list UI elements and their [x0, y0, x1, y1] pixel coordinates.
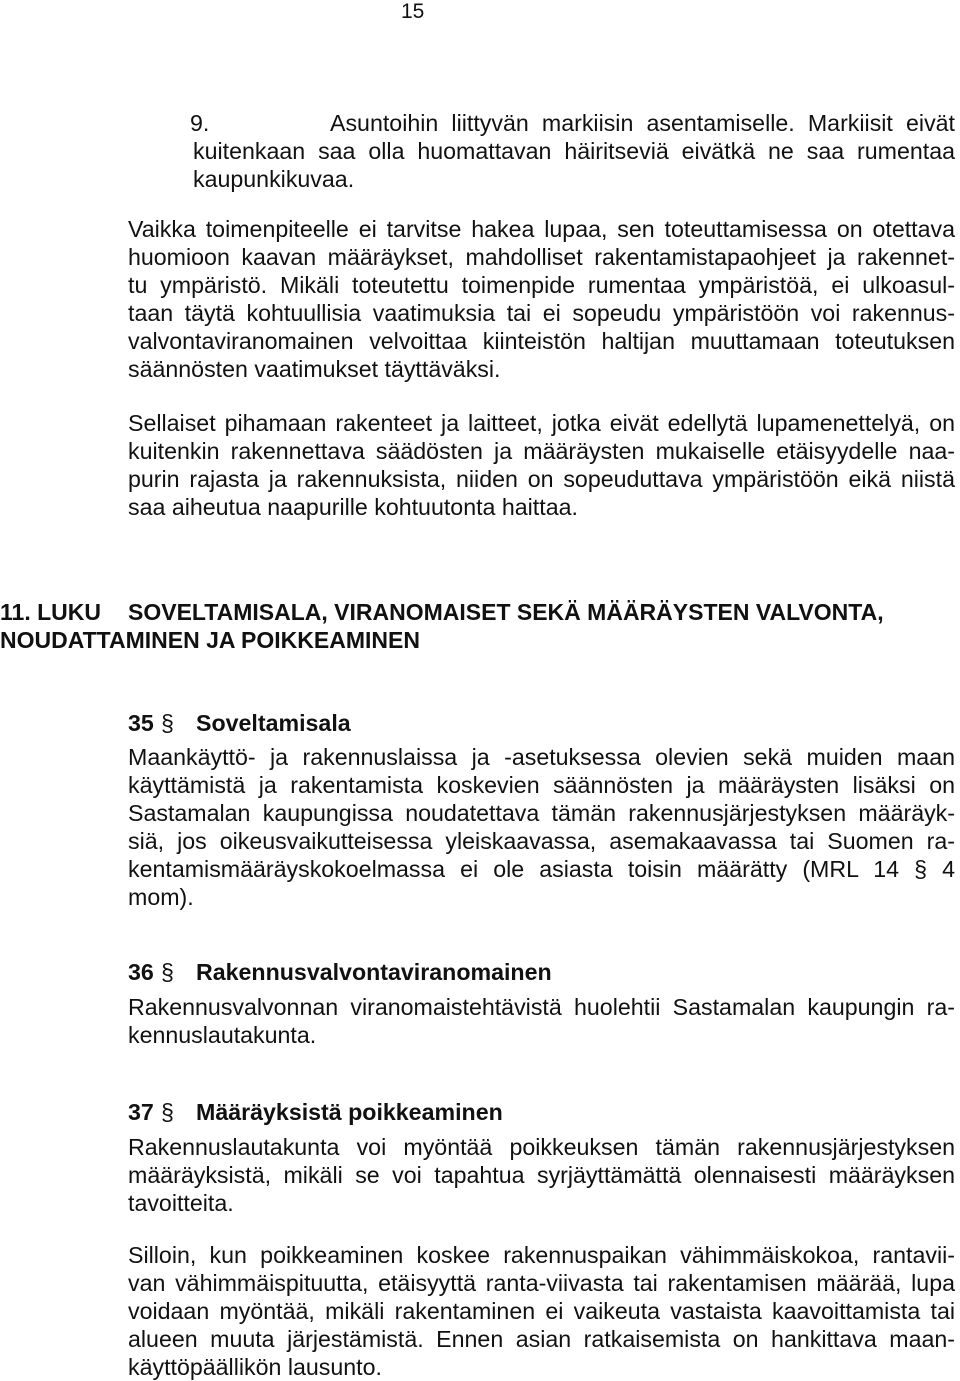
text-line: Sellaiset pihamaan rakenteet ja laitteet, jotka eivät edellytä lupamenettelyä, on [128, 410, 955, 436]
section-heading [128, 709, 351, 737]
chapter-number: 11. LUKU [0, 599, 101, 625]
chapter-title-line: SOVELTAMISALA, VIRANOMAISET SEKÄ MÄÄRÄYSTEN VALVONTA, [128, 599, 884, 625]
text-line: alueen muuta järjestämistä. Ennen asian ratkaisemista on hankittava maan- [128, 1326, 955, 1352]
text-line: taan täytä kohtuullisia vaatimuksia tai ei sopeudu ympäristöön voi rakennus- [128, 300, 955, 326]
text-line: Silloin, kun poikkeaminen koskee rakennuspaikan vähimmäiskokoa, rantavii- [128, 1242, 955, 1268]
page-number: 15 [401, 0, 425, 23]
text-line: kaupunkikuvaa. [193, 166, 355, 192]
section-symbol: § [161, 1099, 174, 1125]
section-number: 37 [128, 1099, 154, 1125]
text-line: huomioon kaavan määräykset, mahdolliset rakentamistapaohjeet ja rakennet- [128, 244, 955, 270]
section-title: Määräyksistä poikkeaminen [196, 1099, 503, 1125]
text-line: mom). [128, 884, 194, 910]
text-line: käyttöpäällikön lausunto. [128, 1354, 382, 1380]
paragraph [128, 409, 955, 521]
text-line: Rakennuslautakunta voi myöntää poikkeuksen tämän rakennusjärjestyksen [128, 1134, 955, 1160]
chapter-title-line: NOUDATTAMINEN JA POIKKEAMINEN [0, 627, 420, 653]
text-line: kuitenkaan saa olla huomattavan häiritseviä eivätkä ne saa rumentaa [193, 138, 955, 164]
paragraph [128, 1241, 955, 1381]
text-line: voidaan myöntää, mikäli rakentaminen ei vaikeuta vastaista kaavoittamista tai [128, 1298, 955, 1324]
text-line: Maankäyttö- ja rakennuslaissa ja -asetuksessa olevien sekä muiden maan [128, 744, 955, 770]
text-line: käyttämistä ja rakentamista koskevien säännösten ja määräysten lisäksi on [128, 772, 955, 798]
text-line: valvontaviranomainen velvoittaa kiinteistön haltijan muuttamaan toteutuksen [128, 328, 955, 354]
paragraph [128, 743, 955, 911]
text-line: Sastamalan kaupungissa noudatettava tämän rakennusjärjestyksen määräyk- [128, 800, 955, 826]
text-line: kentamismääräyskokoelmassa ei ole asiasta toisin määrätty (MRL 14 § 4 [128, 856, 955, 882]
section-heading [128, 1098, 503, 1126]
text-line: säännösten vaatimukset täyttäväksi. [128, 356, 501, 382]
section-title: Soveltamisala [196, 710, 351, 736]
text-line: purin rajasta ja rakennuksista, niiden on sopeuduttava ympäristöön eikä niistä [128, 466, 955, 492]
text-line: tavoitteita. [128, 1190, 234, 1216]
text-line: van vähimmäispituutta, etäisyyttä ranta-viivasta tai rakentamisen määrää, lupa [128, 1270, 955, 1296]
paragraph [128, 1133, 955, 1217]
section-title: Rakennusvalvontaviranomainen [196, 959, 552, 985]
text-line: siä, jos oikeusvaikutteisessa yleiskaavassa, asemakaavassa tai Suomen ra- [128, 828, 955, 854]
text-line: kuitenkin rakennettava säädösten ja määräysten mukaiselle etäisyydelle naa- [128, 438, 955, 464]
section-heading [128, 958, 552, 986]
section-number: 36 [128, 959, 154, 985]
text-line: Asuntoihin liittyvän markiisin asentamiselle. Markiisit eivät [330, 110, 955, 136]
text-line: määräyksistä, mikäli se voi tapahtua syrjäyttämättä olennaisesti määräyksen [128, 1162, 955, 1188]
paragraph [128, 993, 955, 1049]
text-line: Vaikka toimenpiteelle ei tarvitse hakea lupaa, sen toteuttamisessa on otettava [128, 216, 955, 242]
text-line: tu ympäristö. Mikäli toteutettu toimenpide rumentaa ympäristöä, ei ulkoasul- [128, 272, 955, 298]
text-line: saa aiheutua naapurille kohtuutonta haittaa. [128, 494, 578, 520]
list-item-number: 9. [190, 110, 210, 136]
section-symbol: § [161, 710, 174, 736]
paragraph [128, 215, 955, 383]
list-item-continuation [193, 137, 955, 193]
text-line: Rakennusvalvonnan viranomaistehtävistä huolehtii Sastamalan kaupungin ra- [128, 994, 955, 1020]
section-number: 35 [128, 710, 154, 736]
section-symbol: § [161, 959, 174, 985]
text-line: kennuslautakunta. [128, 1022, 317, 1048]
